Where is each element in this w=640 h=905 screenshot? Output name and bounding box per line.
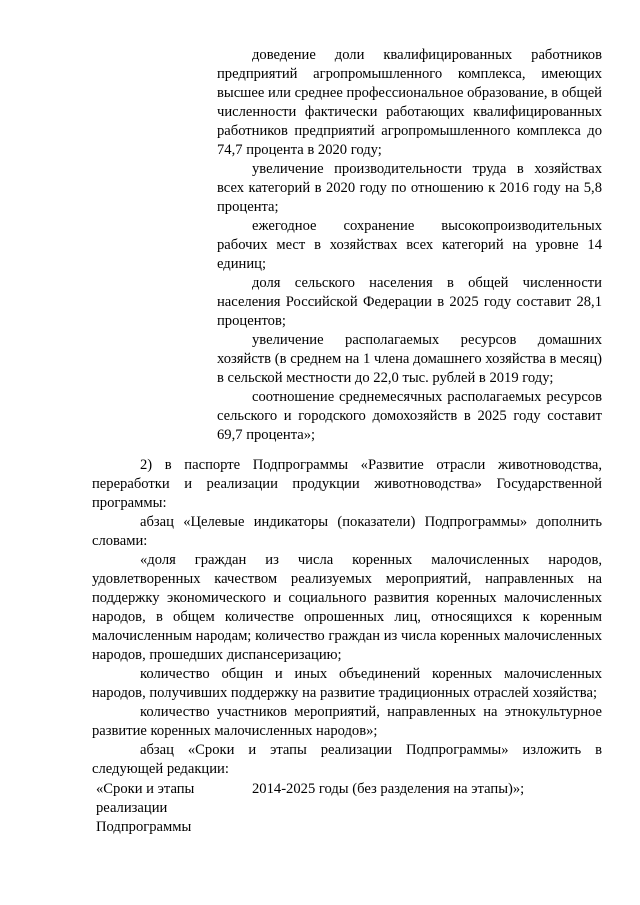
amendment-paragraph: количество общин и иных объединений коренных малочисленных народов, получивших поддержку на развитие традиционных отраслей хозяйства; [92, 666, 602, 701]
amendment-paragraph: абзац «Сроки и этапы реализации Подпрограммы» изложить в следующей редакции: [92, 742, 602, 777]
indicator-paragraph: ежегодное сохранение высокопроизводительных рабочих мест в хозяйствах всех категорий на уровне 14 единиц; [217, 218, 602, 272]
timeline-label-line: реализации [96, 800, 168, 816]
amendment-paragraph: количество участников мероприятий, направленных на этнокультурное развитие коренных малочисленных народов»; [92, 704, 602, 739]
indicator-paragraph: соотношение среднемесячных располагаемых ресурсов сельского и городского домохозяйств в 2025 году составит 69,7 процента»; [217, 389, 602, 443]
timeline-label-line: Подпрограммы [96, 819, 192, 835]
amendment-paragraph: «доля граждан из числа коренных малочисленных народов, удовлетворенных качеством реализуемых мероприятий, направленных на поддержку экономического и социального развития коренных малочисленных народов, в общем количестве опрошенных лиц, относящихся к коренным малочисленным народам; количество граждан из числа коренных малочисленных народов, прошедших диспансеризацию; [92, 552, 602, 663]
indicator-paragraph: доля сельского населения в общей численности населения Российской Федерации в 2025 году составит 28,1 процентов; [217, 275, 602, 329]
amendment-text [92, 456, 602, 779]
indicator-paragraph: доведение доли квалифицированных работников предприятий агропромышленного комплекса, имеющих высшее или среднее профессиональное образование, в общей численности фактически работающих квалифицированных работников предприятий агропромышленного комплекса до 74,7 процента в 2020 году; [217, 47, 602, 158]
amendment-paragraph: 2) в паспорте Подпрограммы «Развитие отрасли животноводства, переработки и реализации продукции животноводства» Государственной программы: [92, 457, 602, 511]
timeline-table [92, 780, 602, 840]
indicator-paragraph: увеличение производительности труда в хозяйствах всех категорий в 2020 году по отношению к 2016 году на 5,8 процента; [217, 161, 602, 215]
timeline-label [96, 780, 236, 837]
timeline-value: 2014-2025 годы (без разделения на этапы)»; [252, 781, 525, 797]
indicator-list-continued [217, 46, 602, 445]
timeline-label-line: «Сроки и этапы [96, 781, 195, 797]
amendment-paragraph: абзац «Целевые индикаторы (показатели) Подпрограммы» дополнить словами: [92, 514, 602, 549]
indicator-paragraph: увеличение располагаемых ресурсов домашних хозяйств (в среднем на 1 члена домашнего хозяйства в месяц) в сельской местности до 22,0 тыс. рублей в 2019 году; [217, 332, 602, 386]
